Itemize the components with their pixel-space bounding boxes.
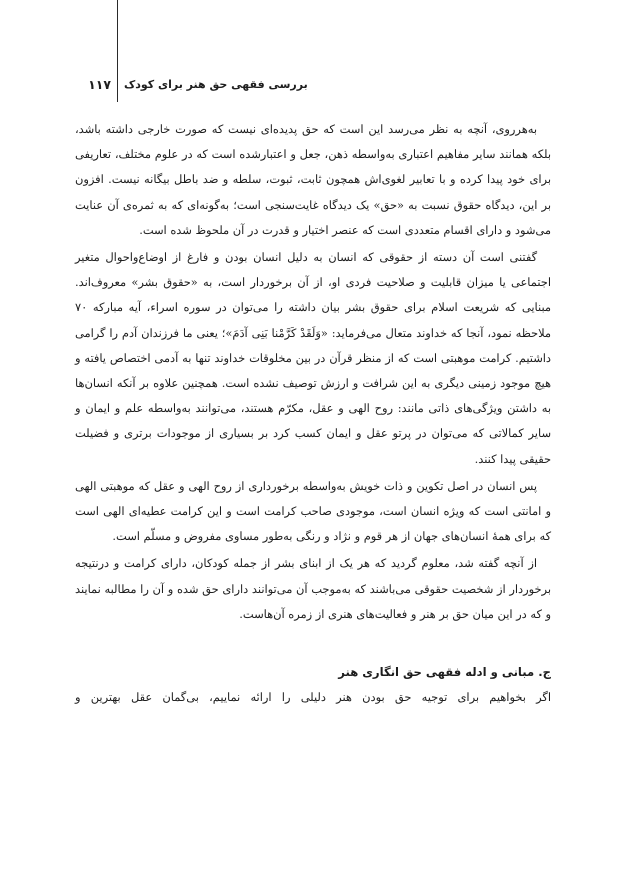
paragraph-1 <box>75 117 551 243</box>
paragraph-text: از آنچه گفته شد، معلوم گردید که هر یک از ابنای بشر از جمله کودکان، دارای کرامت و درنتیجه برخوردار از شخصیت حقوقی می‌باشند که به‌موجب آن می‌توانند دارای حق شده و آن را مطالبه نمایند و که در این میان حق بر هنر و فعالیت‌های هنری از زمره آن‌هاست. <box>75 556 551 621</box>
paragraph-4 <box>75 551 551 627</box>
paragraph-text: گفتنی است آن دسته از حقوقی که انسان به دلیل انسان بودن و فارغ از اوضاع‌واحوال متغیر اجتماعی یا میزان قابلیت و صلاحیت فردی او، از آن برخوردار است، به «حقوق بشر» معروف‌اند. مبنایی که شریعت اسلام برای حقوق بشر بیان داشته را می‌توان در سوره اسراء، آیه مبارکه ۷۰ ملاحظه نمود، آنجا که خداوند متعال می‌فرماید: «وَلَقَدْ کَرَّمْنا بَنِی آدَمَ»؛ یعنی ما فرزندان آدم را گرامی داشتیم. کرامت موهبتی است که از منظر قرآن در بین مخلوقات خداوند تنها به آدمی اختصاص یافته و هیچ موجود زمینی دیگری به این شرافت و ارزش توصیف نشده است. همچنین علاوه بر آنکه انسان‌ها به داشتن ویژگی‌های ذاتی مانند: روح الهی و عقل، مکرّم هستند، می‌توانند به‌واسطه علم و ایمان و سایر کمالاتی که می‌توان در پرتو عقل و ایمان کسب کرد بر بسیاری از موجودات برتری و فضیلت حقیقی پیدا کنند. <box>75 250 551 466</box>
page-number: ۱۱۷ <box>88 77 111 92</box>
section-heading: ج. مبانی و ادله فقهی حق انگاری هنر <box>338 665 551 680</box>
running-title: بررسی فقهی حق هنر برای کودک <box>124 78 308 91</box>
paragraph-2 <box>75 245 551 472</box>
paragraph-text: به‌هرروی، آنچه به نظر می‌رسد این است که حق پدیده‌ای نیست که صورت خارجی داشته باشد، بلکه همانند سایر مفاهیم اعتباری به‌واسطه ذهن، جعل و اعتبارشده است که در علوم مختلف، تعاریفی برای خود پیدا کرده و با تعابیر لغوی‌اش همچون ثابت، ثبوت، سلطه و ضد باطل بیگانه نیست. افزون بر این، دیدگاه حقوق نسبت به «حق» یک دیدگاه غایت‌سنجی است؛ به‌گونه‌ای که به ثمره‌ی آن عنایت می‌شود و دارای اقسام متعددی است که عنصر اختیار و قدرت در آن ملحوظ شده است. <box>75 122 551 237</box>
paragraph-text: پس انسان در اصل تکوین و ذات خویش به‌واسطه برخورداری از روح الهی و عقل که موهبتی الهی و امانتی است که ویژه انسان است، موجودی صاحب کرامت است و این کرامت عطیه‌ای الهی است که برای همهٔ انسان‌های جهان از هر قوم و نژاد و رنگی به‌طور مساوی مفروض و مسلّم است. <box>75 478 551 544</box>
header-rule <box>117 0 118 102</box>
paragraph-3 <box>75 474 551 550</box>
page-body <box>75 117 551 710</box>
section-first-line: اگر بخواهیم برای توجیه حق بودن هنر دلیلی را ارائه نماییم، بی‌گمان عقل بهترین و <box>75 690 551 705</box>
